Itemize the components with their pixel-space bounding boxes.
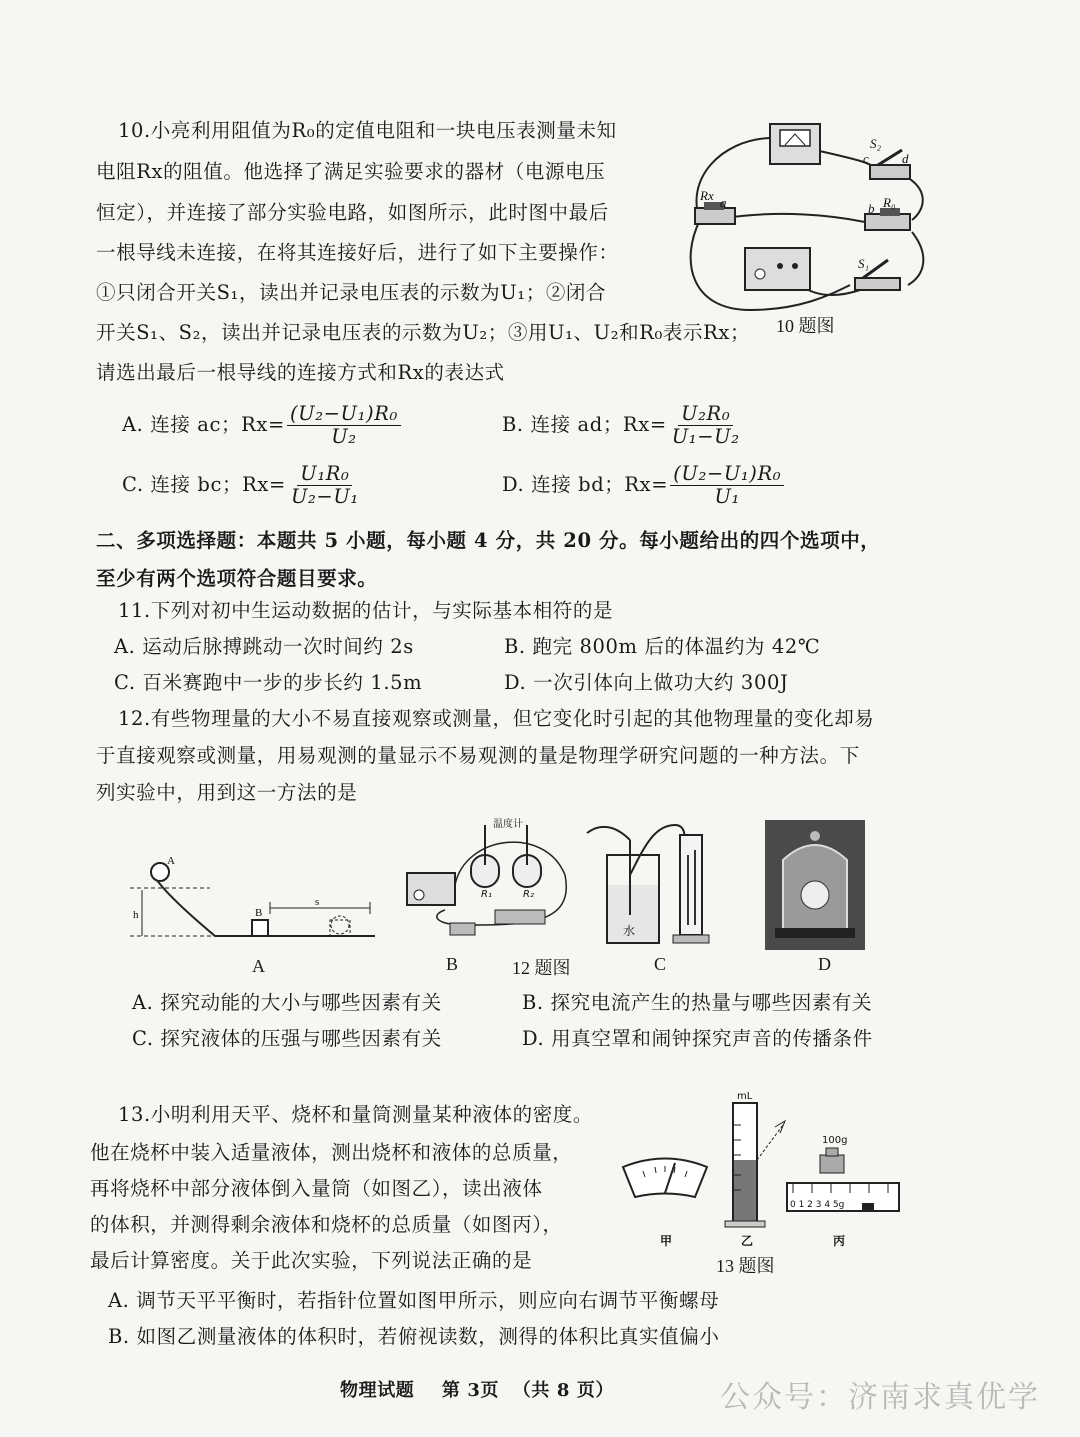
q12-line-3: 列实验中，用到这一方法的是 <box>96 781 358 804</box>
q12-line-1: 12.有些物理量的大小不易直接观察或测量，但它变化时引起的其他物理量的变化却易 <box>118 707 875 730</box>
q12-figure-caption: 12 题图 <box>512 958 571 978</box>
q10-option-c: C. 连接 bc；Rx= $\frac{\text{U₁R₀}}{\text{U₂−U₁}}$ <box>122 461 359 508</box>
resistor-rx-icon <box>695 208 735 224</box>
label-c: c <box>863 151 869 166</box>
label-b: b <box>868 201 875 216</box>
q10-line-6: 开关S₁、S₂，读出并记录电压表的示数为U₂；③用U₁、U₂和R₀表示Rx； <box>96 321 751 344</box>
svg-text:s: s <box>315 896 320 908</box>
q12-option-c: C. 探究液体的压强与哪些因素有关 <box>132 1027 442 1050</box>
svg-text:mL: mL <box>737 1091 753 1102</box>
svg-text:R₁: R₁ <box>481 889 492 900</box>
section2-heading-2: 至少有两个选项符合题目要求。 <box>96 567 378 590</box>
q10-line-7: 请选出最后一根导线的连接方式和Rx的表达式 <box>96 361 505 384</box>
q10-figure-caption: 10 题图 <box>776 316 835 336</box>
q11-option-d: D. 一次引体向上做功大约 300J <box>504 671 789 694</box>
svg-text:温度计: 温度计 <box>493 819 523 830</box>
q13-figure-caption: 13 题图 <box>716 1256 775 1276</box>
q12-figure-c <box>585 815 725 950</box>
q11-option-b: B. 跑完 800m 后的体温约为 42℃ <box>504 635 821 658</box>
svg-text:R₂: R₂ <box>523 889 534 900</box>
svg-text:h: h <box>133 909 139 921</box>
q10-circuit-figure <box>680 110 940 330</box>
label-d: d <box>902 151 909 166</box>
q13-figure <box>615 1085 905 1250</box>
q10-line-1: 10.小亮利用阻值为R₀的定值电阻和一块电压表测量未知 <box>118 119 617 142</box>
q12-figure-b <box>405 815 575 945</box>
label-s2: S₂ <box>870 136 882 151</box>
resistor-r0-icon <box>865 214 910 230</box>
q12-fig-letter-c: C <box>654 954 667 974</box>
switch-s2-icon <box>870 165 910 179</box>
svg-text:0 1 2 3 4 5g: 0 1 2 3 4 5g <box>790 1200 845 1210</box>
q12-figure-d-photo <box>765 820 865 950</box>
page-footer: 物理试题 第 3页 （共 8 页） <box>340 1380 615 1401</box>
q12-fig-letter-a: A <box>252 956 265 976</box>
q12-figure-a <box>130 850 380 945</box>
power-supply-icon <box>745 248 810 290</box>
svg-text:100g: 100g <box>822 1135 848 1146</box>
q10-option-b: B. 连接 ad；Rx= $\frac{\text{U₂R₀}}{\text{U₁−U₂}}$ <box>502 401 740 448</box>
q13-option-a: A. 调节天平平衡时，若指针位置如图甲所示，则应向右调节平衡螺母 <box>108 1289 720 1312</box>
q12-fig-letter-d: D <box>818 954 831 974</box>
svg-text:B: B <box>255 907 263 919</box>
q10-line-5: ①只闭合开关S₁，读出并记录电压表的示数为U₁；②闭合 <box>96 281 607 304</box>
label-a: a <box>720 195 727 210</box>
q13-line-1: 13.小明利用天平、烧杯和量筒测量某种液体的密度。 <box>118 1103 594 1126</box>
svg-text:丙: 丙 <box>833 1234 846 1248</box>
q10-line-4: 一根导线未连接，在将其连接好后，进行了如下主要操作： <box>96 241 619 264</box>
q10-option-d: D. 连接 bd；Rx= $\frac{\text{(U₂−U₁)R₀}}{\text{U₁}}$ <box>502 458 784 512</box>
q13-option-b: B. 如图乙测量液体的体积时，若俯视读数，测得的体积比真实值偏小 <box>108 1325 720 1348</box>
svg-text:A: A <box>167 855 175 867</box>
svg-text:水: 水 <box>623 924 636 938</box>
svg-text:甲: 甲 <box>660 1234 673 1248</box>
switch-s1-icon <box>855 278 900 290</box>
q10-line-3: 恒定），并连接了部分实验电路，如图所示，此时图中最后 <box>96 201 609 224</box>
q13-line-2: 他在烧杯中装入适量液体，测出烧杯和液体的总质量， <box>90 1141 573 1164</box>
label-r0: R₀ <box>883 195 896 210</box>
q13-line-4: 的体积，并测得剩余液体和烧杯的总质量（如图丙）， <box>90 1213 563 1236</box>
watermark: 公众号：济南求真优学 <box>720 1380 1040 1415</box>
q11-option-a: A. 运动后脉搏跳动一次时间约 2s <box>114 635 414 658</box>
q10-line-2: 电阻Rx的阻值。他选择了满足实验要求的器材（电源电压 <box>96 160 606 183</box>
q12-option-b: B. 探究电流产生的热量与哪些因素有关 <box>522 991 873 1014</box>
q13-line-3: 再将烧杯中部分液体倒入量筒（如图乙），读出液体 <box>90 1177 543 1200</box>
label-rx: Rx <box>700 188 714 203</box>
label-s1: S₁ <box>858 256 870 271</box>
q11-stem: 11.下列对初中生运动数据的估计，与实际基本相符的是 <box>118 599 614 622</box>
section2-heading-1: 二、多项选择题：本题共 5 小题，每小题 4 分，共 20 分。每小题给出的四个选项中， <box>96 529 881 552</box>
q10-option-a: A. 连接 ac；Rx= $\frac{\text{(U₂−U₁)R₀}}{\text{U₂}}$ <box>122 398 401 452</box>
q12-option-a: A. 探究动能的大小与哪些因素有关 <box>132 991 442 1014</box>
q12-fig-letter-b: B <box>446 954 459 974</box>
q12-option-d: D. 用真空罩和闹钟探究声音的传播条件 <box>522 1027 873 1050</box>
q12-line-2: 于直接观察或测量，用易观测的量显示不易观测的量是物理学研究问题的一种方法。下 <box>96 744 860 767</box>
svg-text:乙: 乙 <box>741 1234 754 1248</box>
q11-option-c: C. 百米赛跑中一步的步长约 1.5m <box>114 671 423 694</box>
q13-line-5: 最后计算密度。关于此次实验，下列说法正确的是 <box>90 1249 533 1272</box>
